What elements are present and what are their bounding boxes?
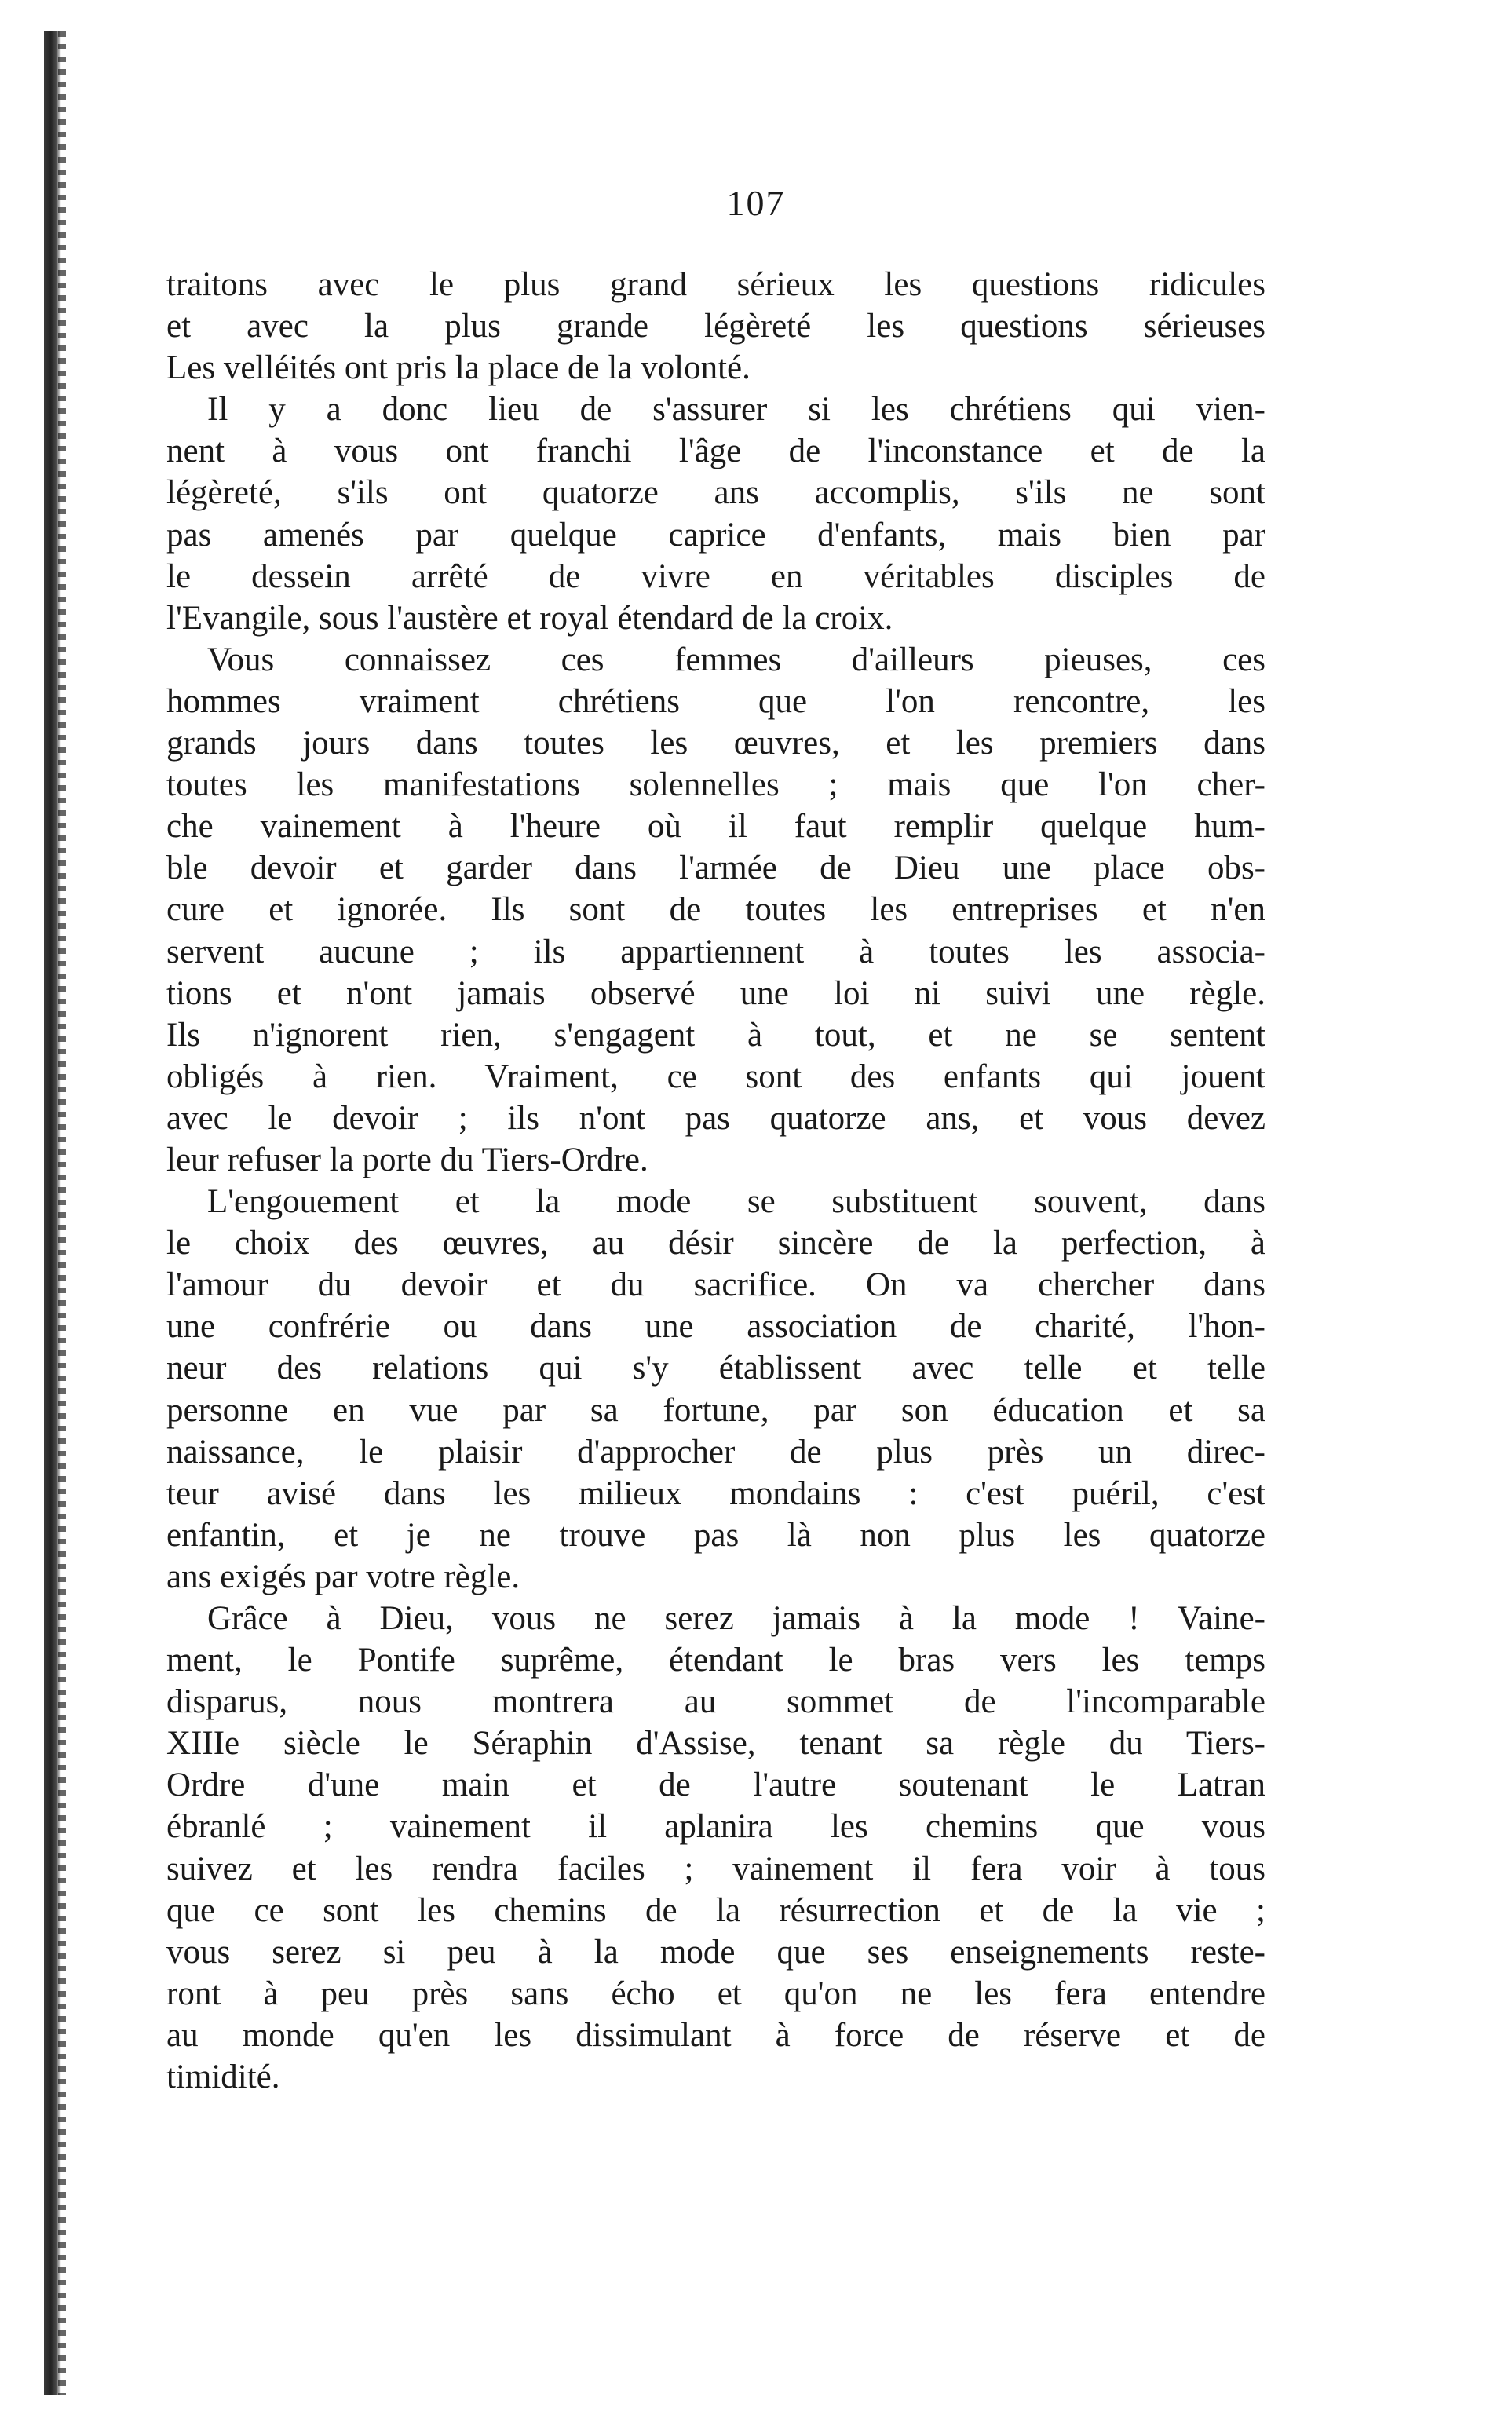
text-line: ment, le Pontife suprême, étendant le bras vers les temps [166, 1642, 1265, 1679]
body-text [166, 264, 1265, 2098]
text-line: neur des relations qui s'y établissent avec telle et telle [166, 1350, 1265, 1387]
text-line: traitons avec le plus grand sérieux les questions ridicules [166, 266, 1265, 303]
text-line: l'amour du devoir et du sacrifice. On va chercher dans [166, 1266, 1265, 1304]
paragraph-2 [166, 389, 1265, 639]
paragraph-1 [166, 264, 1265, 389]
text-line: personne en vue par sa fortune, par son éducation et sa [166, 1391, 1265, 1429]
text-line: une confrérie ou dans une association de charité, l'hon- [166, 1308, 1265, 1346]
text-line: Ils n'ignorent rien, s'engagent à tout, et ne se sentent [166, 1016, 1265, 1054]
text-line: pas amenés par quelque caprice d'enfants, mais bien par [166, 516, 1265, 554]
paragraph-5 [166, 1598, 1265, 2098]
text-line: Les velléités ont pris la place de la volonté. [166, 349, 751, 387]
text-line: hommes vraiment chrétiens que l'on rencontre, les [166, 682, 1265, 720]
text-line: XIIIe siècle le Séraphin d'Assise, tenant sa règle du Tiers- [166, 1725, 1265, 1763]
text-line: nent à vous ont franchi l'âge de l'inconstance et de la [166, 433, 1265, 470]
text-line: L'engouement et la mode se substituent souvent, dans [207, 1183, 1265, 1221]
text-line: timidité. [166, 2059, 280, 2096]
text-line: obligés à rien. Vraiment, ce sont des enfants qui jouent [166, 1058, 1265, 1095]
text-line: Il y a donc lieu de s'assurer si les chrétiens qui vien- [207, 391, 1265, 429]
text-line: le dessein arrêté de vivre en véritables disciples de [166, 557, 1265, 595]
text-line: ébranlé ; vainement il aplanira les chemins que vous [166, 1808, 1265, 1846]
text-line: servent aucune ; ils appartiennent à toutes les associa- [166, 933, 1265, 970]
text-line: Grâce à Dieu, vous ne serez jamais à la mode ! Vaine- [207, 1600, 1265, 1637]
text-line: légèreté, s'ils ont quatorze ans accomplis, s'ils ne sont [166, 474, 1265, 512]
text-line: cure et ignorée. Ils sont de toutes les entreprises et n'en [166, 891, 1265, 929]
text-line: le choix des œuvres, au désir sincère de la perfection, à [166, 1225, 1265, 1262]
paragraph-3 [166, 639, 1265, 1181]
text-line: grands jours dans toutes les œuvres, et les premiers dans [166, 725, 1265, 762]
binding-edge [44, 31, 61, 2395]
text-line: vous serez si peu à la mode que ses enseignements reste- [166, 1933, 1265, 1971]
text-line: disparus, nous montrera au sommet de l'incomparable [166, 1683, 1265, 1721]
text-line: ble devoir et garder dans l'armée de Dieu une place obs- [166, 849, 1265, 887]
text-line: que ce sont les chemins de la résurrection et de la vie ; [166, 1891, 1265, 1929]
text-line: et avec la plus grande légèreté les questions sérieuses [166, 308, 1265, 345]
text-line: au monde qu'en les dissimulant à force de réserve et de [166, 2016, 1265, 2054]
text-line: Ordre d'une main et de l'autre soutenant le Latran [166, 1767, 1265, 1804]
page-number: 107 [726, 183, 786, 223]
text-line: ans exigés par votre règle. [166, 1558, 520, 1595]
text-line: leur refuser la porte du Tiers-Ordre. [166, 1141, 648, 1178]
text-line: avec le devoir ; ils n'ont pas quatorze ans, et vous devez [166, 1099, 1265, 1137]
text-line: tions et n'ont jamais observé une loi ni suivi une règle. [166, 974, 1265, 1012]
text-line: suivez et les rendra faciles ; vainement il fera voir à tous [166, 1850, 1265, 1887]
text-line: ront à peu près sans écho et qu'on ne les fera entendre [166, 1975, 1265, 2012]
text-line: enfantin, et je ne trouve pas là non plus les quatorze [166, 1516, 1265, 1554]
text-line: che vainement à l'heure où il faut remplir quelque hum- [166, 808, 1265, 846]
text-line: toutes les manifestations solennelles ; mais que l'on cher- [166, 766, 1265, 804]
text-line: teur avisé dans les milieux mondains : c'est puéril, c'est [166, 1474, 1265, 1512]
text-line: l'Evangile, sous l'austère et royal étendard de la croix. [166, 599, 893, 637]
paragraph-4 [166, 1181, 1265, 1598]
text-line: Vous connaissez ces femmes d'ailleurs pieuses, ces [207, 641, 1265, 678]
text-line: naissance, le plaisir d'approcher de plus près un direc- [166, 1433, 1265, 1471]
